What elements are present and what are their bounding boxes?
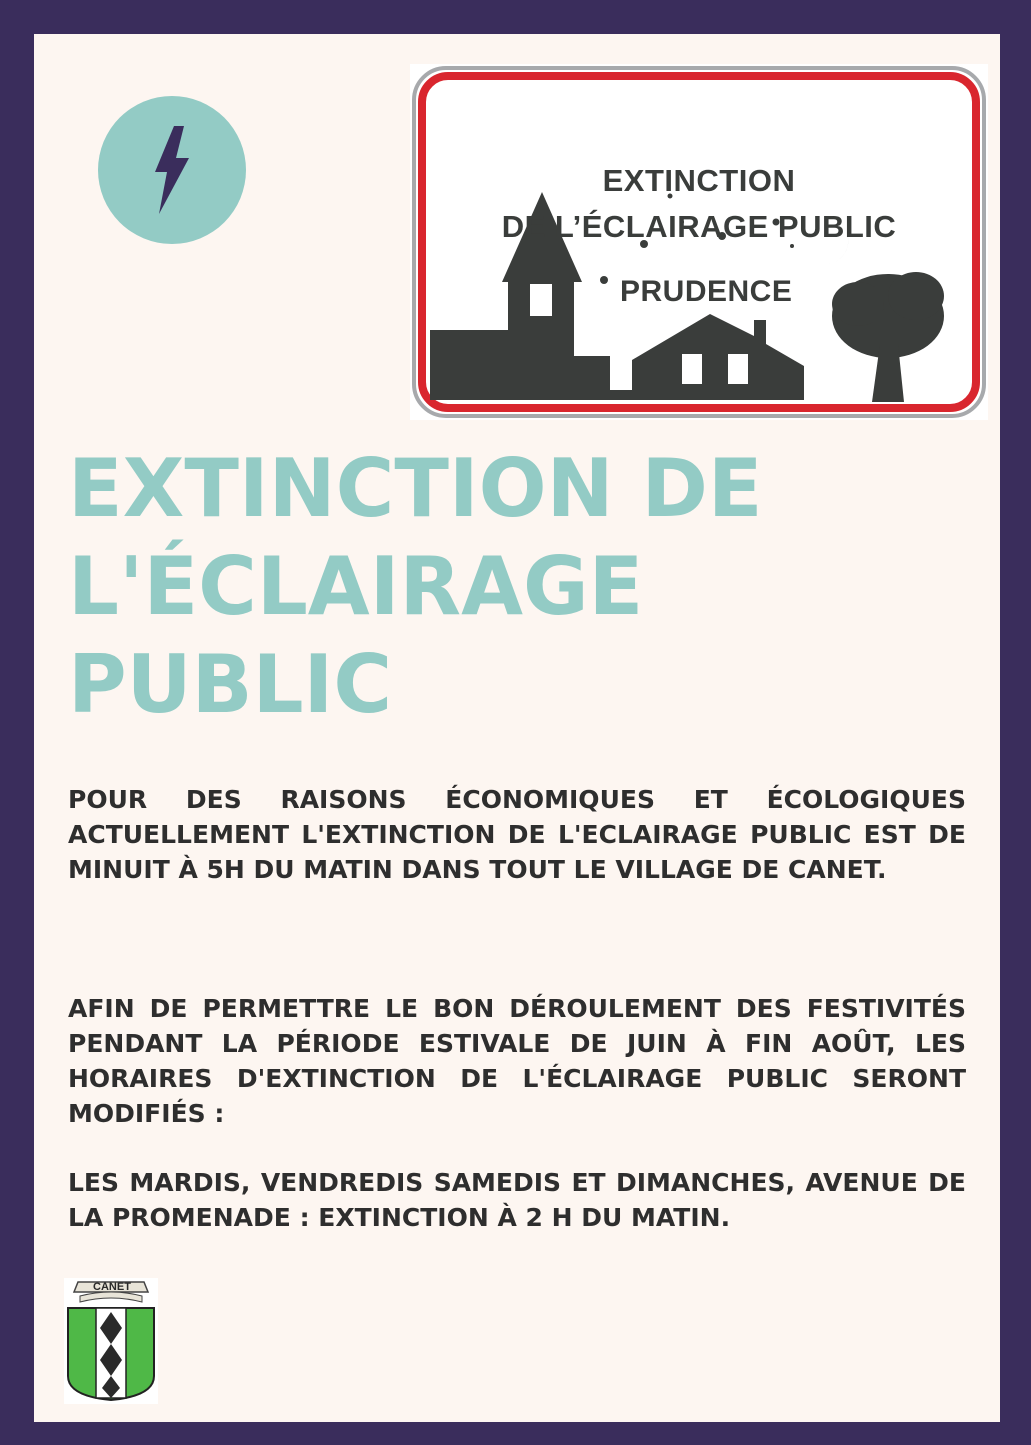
page-title-line3: PUBLIC — [68, 638, 393, 731]
canet-crest-logo — [64, 1278, 158, 1404]
page-title-line1: EXTINCTION DE — [68, 442, 763, 535]
road-sign-image — [410, 64, 988, 420]
paragraph-reasons: POUR DES RAISONS ÉCONOMIQUES ET ÉCOLOGIQUES ACTUELLEMENT L'EXTINCTION DE L'ECLAIRAGE PUBLIC EST DE MINUIT À 5H DU MATIN DANS TOUT LE VILLAGE DE CANET. — [68, 785, 966, 884]
sign-title-line2: DE L’ÉCLAIRAGE PUBLIC — [501, 209, 897, 244]
paragraph-schedule: LES MARDIS, VENDREDIS SAMEDIS ET DIMANCHES, AVENUE DE LA PROMENADE : EXTINCTION À 2 H DU MATIN. — [68, 1168, 966, 1232]
page-title-line2: L'ÉCLAIRAGE — [68, 540, 644, 633]
paragraph-festivities: AFIN DE PERMETTRE LE BON DÉROULEMENT DES FESTIVITÉS PENDANT LA PÉRIODE ESTIVALE DE JUIN À FIN AOÛT, LES HORAIRES D'EXTINCTION DE L'ÉCLAIRAGE PUBLIC SERONT MODIFIÉS : — [68, 994, 966, 1128]
sign-subtitle: PRUDENCE — [620, 275, 793, 308]
sign-title-line1: EXTINCTION — [602, 163, 796, 198]
lightning-bolt-icon — [98, 96, 246, 244]
page-title — [68, 440, 968, 734]
crest-label: CANET — [93, 1281, 131, 1293]
